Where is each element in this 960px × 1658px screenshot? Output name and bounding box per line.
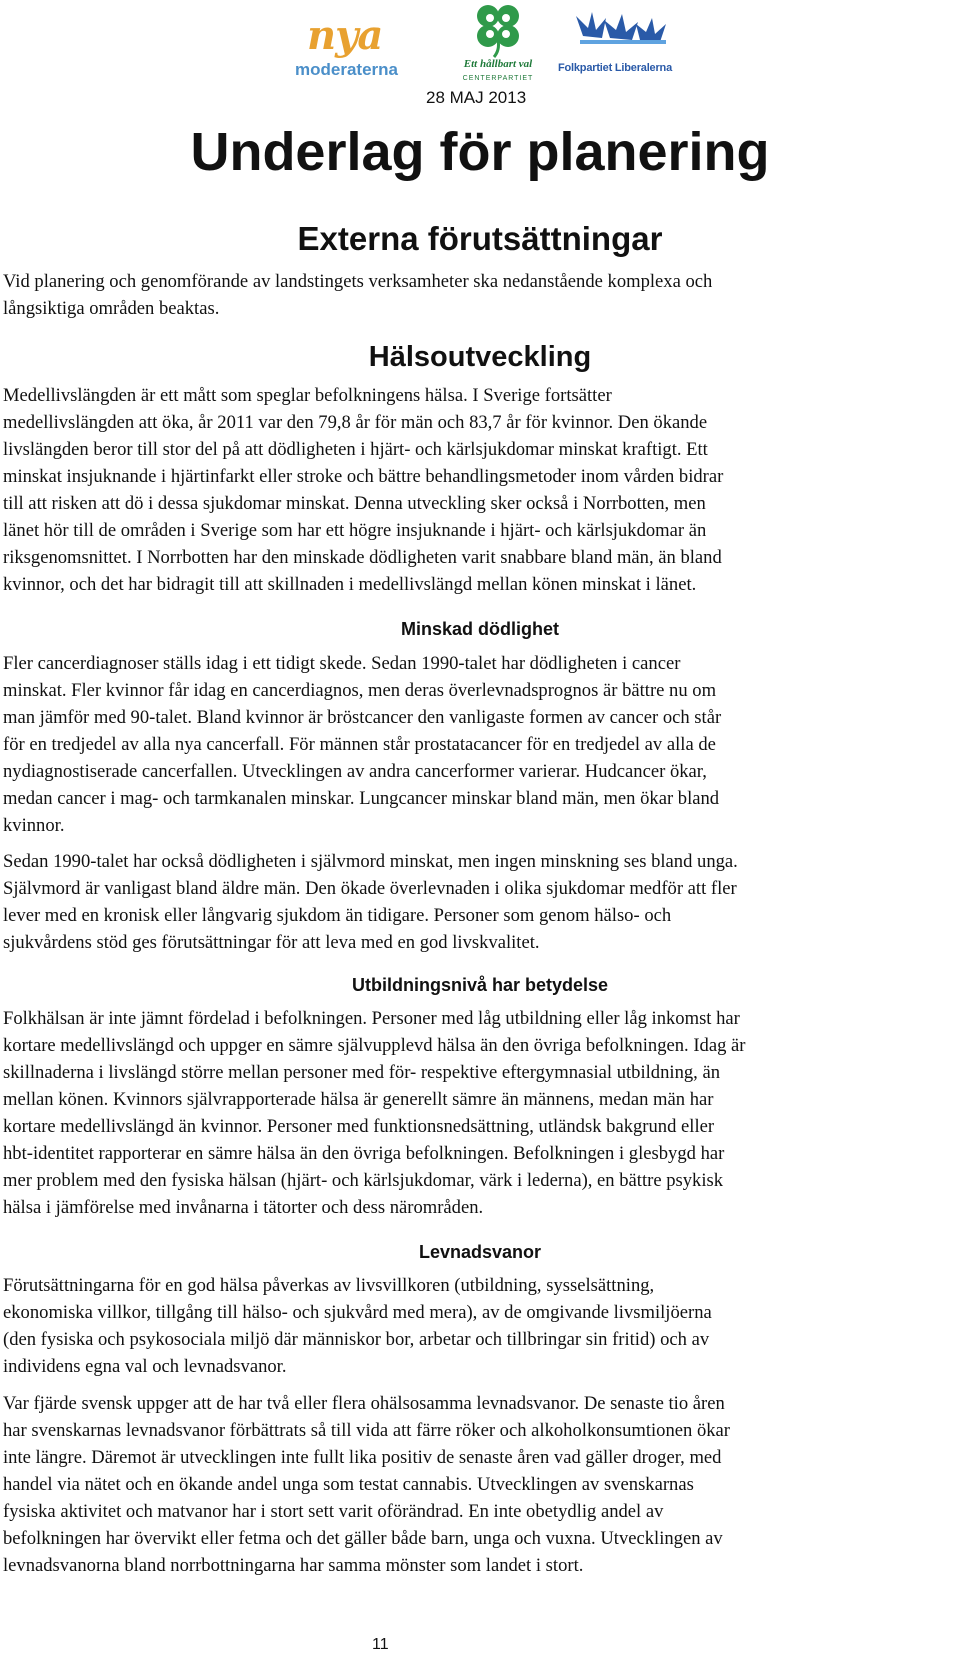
moderaterna-logo-mark: nya: [307, 12, 383, 59]
cornflower-icon: [558, 10, 688, 58]
four-leaf-clover-icon: [448, 0, 548, 58]
page-number: 11: [372, 1636, 389, 1653]
moderaterna-logo-text: moderaterna: [295, 60, 398, 79]
page-title: Underlag för planering: [190, 122, 770, 182]
section-heading-externa: Externa förutsättningar: [297, 220, 663, 257]
centerpartiet-logo: [448, 0, 548, 88]
folkpartiet-logo: [558, 10, 688, 80]
section-heading-minskad-dodlighet: Minskad dödlighet: [400, 619, 559, 639]
minskad-paragraph-2: Sedan 1990-talet har också dödligheten i självmord minskat, men ingen minskning ses bland unga. Självmord är vanligast bland äldre män. Den ökade överlevnaden i olika sjukdomar medför att fler lever med en kronisk eller långvarig sjukdom än tidigare. Personer som genom hälso- och sjukvårdens stöd ges förutsättningar för att leva med en god livskvalitet.: [3, 851, 738, 953]
levnadsvanor-paragraph-1: Förutsättningarna för en god hälsa påverkas av livsvillkoren (utbildning, sysselsättning, ekonomiska villkor, tillgång till hälso- och sjukvård med mera), av de omgivande livsmiljöerna (den fysiska och psykosociala miljö där människor bor, arbetar och tillbringar sin fritid) och av individens egna val och levnadsvanor.: [3, 1275, 712, 1377]
party-logos: [290, 0, 690, 90]
utbildning-paragraph: Folkhälsan är inte jämnt fördelad i befolkningen. Personer med låg utbildning eller låg inkomst har kortare medellivslängd och uppger en sämre självupplevd hälsa än den övriga befolkningen. Idag är skillnaderna i livslängd större mellan personer med för- respektive eftergymnasial utbildning, än mellan könen. Kvinnors självrapporterade hälsa är generellt sämre än männens, medan män har kortare medellivslängd än kvinnor. Personer med funktionsnedsättning, utländsk bakgrund eller hbt-identitet rapporterar en sämre hälsa än den övriga befolkningen. Befolkningen i glesbygd har mer problem med den fysiska hälsan (hjärt- och kärlsjukdomar, värk i lederna), en bättre psykisk hälsa i jämförelse med invånarna i tätorter och dess närområden.: [3, 1008, 746, 1218]
document-date: 28 MAJ 2013: [426, 88, 527, 107]
section-heading-halsoutveckling: Hälsoutveckling: [368, 341, 592, 373]
section-heading-levnadsvanor: Levnadsvanor: [418, 1242, 542, 1262]
folkpartiet-name: Folkpartiet Liberalerna: [558, 62, 672, 74]
halsoutveckling-paragraph: Medellivslängden är ett mått som speglar befolkningens hälsa. I Sverige fortsätter medellivslängden att öka, år 2011 var den 79,8 år för män och 83,7 år för kvinnor. Den ökande livslängden beror till stor del på att dödligheten i hjärt- och kärlsjukdomar minskat kraftigt. Ett minskat insjuknande i hjärtinfarkt eller stroke och bättre behandlingsmetoder inom vården bidrar till att risken att dö i dessa sjukdomar minskat. Denna utveckling sker också i Norrbotten, men länet hör till de områden i Sverige som har ett högre insjuknande i hjärt- och kärlsjukdomar än riksgenomsnittet. I Norrbotten har den minskade dödligheten varit snabbare bland män, än bland kvinnor, och det har bidragit till att skillnaden i medellivslängd mellan könen minskat i länet.: [3, 385, 724, 595]
minskad-paragraph-1: Fler cancerdiagnoser ställs idag i ett tidigt skede. Sedan 1990-talet har dödligheten i cancer minskat. Fler kvinnor får idag en cancerdiagnos, men deras överlevnadsprognos är bättre nu om man jämför med 90-talet. Bland kvinnor är bröstcancer den vanligaste formen av cancer och står för en tredjedel av alla nya cancerfall. För männen står prostatacancer för en tredjedel av alla de nydiagnostiserade cancerfallen. Utvecklingen av andra cancerformer varierar. Hudcancer ökar, medan cancer i mag- och tarmkanalen minskar. Lungcancer minskar bland män, men ökar bland kvinnor.: [3, 653, 722, 836]
centerpartiet-tagline: Ett hållbart val: [463, 58, 533, 70]
section-heading-utbildningsniva: Utbildningsnivå har betydelse: [351, 975, 609, 995]
levnadsvanor-paragraph-2: Var fjärde svensk uppger att de har två eller flera ohälsosamma levnadsvanor. De senaste tio åren har svenskarnas levnadsvanor förbättrats så till vida att färre röker och alkoholkonsumtionen ökar inte längre. Däremot är utvecklingen inte fullt lika positiv de senaste åren vad gäller droger, med handel via nätet och en ökande andel unga som testat cannabis. Utvecklingen av svenskarnas fysiska aktivitet och matvanor har i stort sett varit oförändrad. En inte obetydlig andel av befolkningen har övervikt eller fetma och det gäller både barn, unga och vuxna. Utvecklingen av levnadsvanorna bland norrbottningarna har samma mönster som landet i stort.: [3, 1393, 730, 1576]
moderaterna-logo: [295, 12, 425, 82]
externa-intro: Vid planering och genomförande av landstingets verksamheter ska nedanstående komplexa och långsiktiga områden beaktas.: [3, 271, 713, 319]
centerpartiet-name: CENTERPARTIET: [462, 75, 534, 82]
